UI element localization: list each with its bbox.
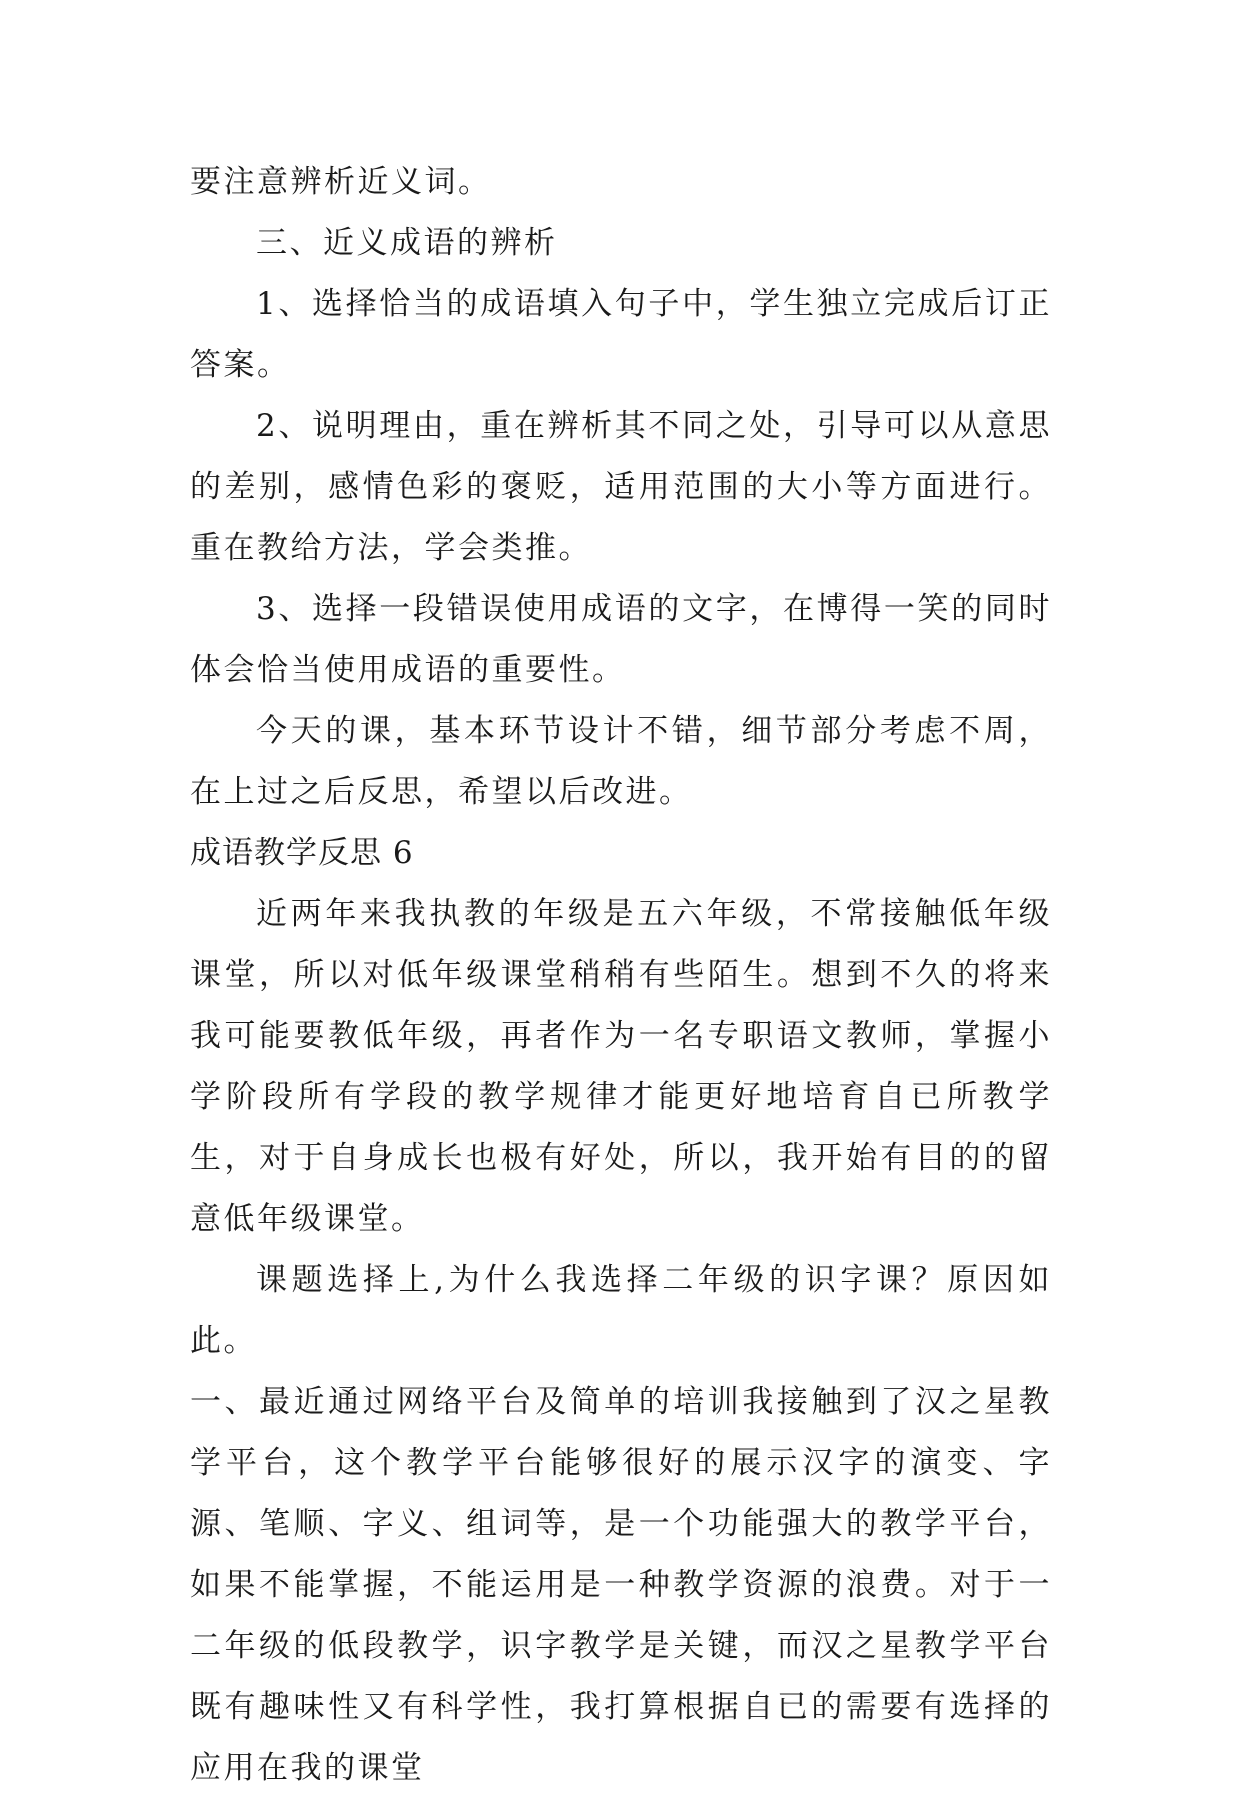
paragraph-4: 2、说明理由，重在辨析其不同之处，引导可以从意思的差别，感情色彩的褒贬，适用范围的大小等方面进行。重在教给方法，学会类推。 <box>190 408 1052 566</box>
paragraph-6: 今天的课，基本环节设计不错，细节部分考虑不周，在上过之后反思，希望以后改进。 <box>190 713 1052 810</box>
paragraph-9: 一、最近通过网络平台及简单的培训我接触到了汉之星教学平台，这个教学平台能够很好的展示汉字的演变、字源、笔顺、字义、组词等，是一个功能强大的教学平台，如果不能掌握，不能运用是一种教学资源的浪费。对于一二年级的低段教学，识字教学是关键，而汉之星教学平台既有趣味性又有科学性，我打算根据自已的需要有选择的应用在我的课堂 <box>190 1384 1052 1786</box>
paragraph-2: 三、近义成语的辨析 <box>256 225 558 261</box>
paragraph-7: 近两年来我执教的年级是五六年级，不常接触低年级课堂，所以对低年级课堂稍稍有些陌生。想到不久的将来我可能要教低年级，再者作为一名专职语文教师，掌握小学阶段所有学段的教学规律才能更好地培育自已所教学生，对于自身成长也极有好处，所以，我开始有目的的留意低年级课堂。 <box>190 896 1052 1237</box>
paragraph-8: 课题选择上,为什么我选择二年级的识字课？原因如此。 <box>190 1262 1052 1359</box>
section-heading: 成语教学反思 6 <box>190 835 414 871</box>
paragraph-3: 1、选择恰当的成语填入句子中，学生独立完成后订正答案。 <box>190 286 1052 383</box>
document-body <box>190 152 1052 1799</box>
paragraph-1: 要注意辨析近义词。 <box>190 164 492 200</box>
paragraph-5: 3、选择一段错误使用成语的文字，在博得一笑的同时体会恰当使用成语的重要性。 <box>190 591 1052 688</box>
